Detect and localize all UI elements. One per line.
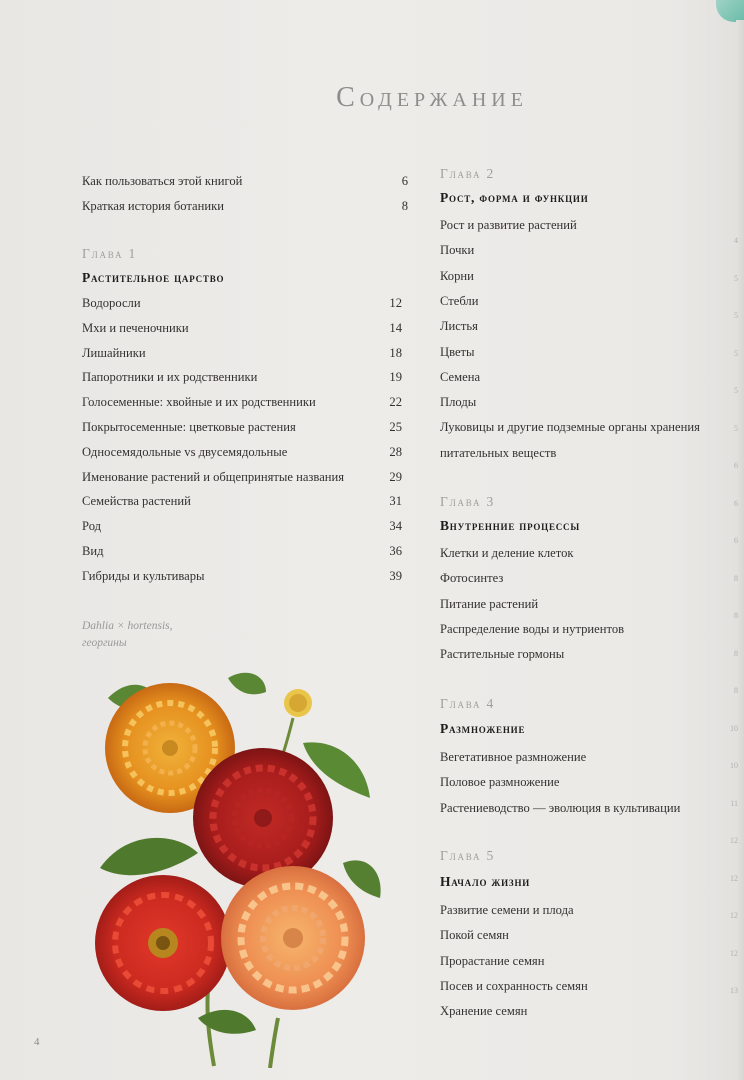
toc-entry[interactable] <box>82 196 408 216</box>
toc-entry-label: Листья <box>440 319 478 334</box>
toc-entry[interactable] <box>82 442 402 462</box>
toc-entry[interactable] <box>82 293 402 313</box>
chapter-heading: Начало жизни <box>440 874 531 889</box>
edge-number: 8 <box>734 573 738 583</box>
toc-entry[interactable] <box>440 443 730 463</box>
toc-entry-label: Гибриды и культивары <box>82 568 205 583</box>
toc-entry[interactable] <box>440 543 730 563</box>
toc-entry[interactable] <box>440 951 730 971</box>
toc-entry-page: 36 <box>389 544 402 558</box>
toc-entry-label: Половое размножение <box>440 775 560 790</box>
toc-entry[interactable] <box>82 491 402 511</box>
edge-number: 5 <box>734 348 738 358</box>
toc-entry-label: Посев и сохранность семян <box>440 978 588 993</box>
toc-entry-page: 12 <box>389 296 402 310</box>
toc-entry-label: Корни <box>440 268 474 283</box>
toc-entry[interactable] <box>82 318 402 338</box>
caption-common: георгины <box>82 637 127 649</box>
illustration-caption <box>82 618 173 652</box>
edge-number: 8 <box>734 686 738 695</box>
toc-entry-page: 6 <box>401 174 408 188</box>
toc-entry[interactable] <box>440 316 730 336</box>
toc-entry-label: Почки <box>440 243 475 258</box>
toc-entry-label: Папоротники и их родственники <box>82 370 258 385</box>
toc-entry-label: Как пользоваться этой книгой <box>82 174 243 188</box>
edge-number: 12 <box>730 911 738 920</box>
toc-entry-label: питательных веществ <box>440 445 557 460</box>
edge-number: 11 <box>730 798 738 808</box>
toc-entry-label: Плоды <box>440 395 477 410</box>
edge-number: 8 <box>734 648 738 658</box>
dahlia-illustration <box>88 658 388 1068</box>
chapter-heading: Растительное царство <box>82 270 225 285</box>
chapter-label: Глава 4 <box>440 696 496 711</box>
toc-entry[interactable] <box>440 900 730 920</box>
edge-number: 12 <box>730 836 738 845</box>
toc-entry-label: Стебли <box>440 293 479 308</box>
edge-number: 10 <box>730 723 738 733</box>
toc-entry-page: 34 <box>389 519 402 534</box>
toc-entry-label: Растительные гормоны <box>440 647 565 662</box>
toc-entry[interactable] <box>82 516 402 536</box>
toc-entry-label: Лишайники <box>82 345 146 360</box>
toc-entry[interactable] <box>440 1001 730 1021</box>
toc-entry[interactable] <box>440 291 730 311</box>
edge-number: 5 <box>734 423 738 433</box>
toc-entry-label: Хранение семян <box>440 1004 528 1019</box>
chapter-label: Глава 2 <box>440 166 496 181</box>
chapter-label: Глава 1 <box>82 246 138 261</box>
toc-entry[interactable] <box>440 240 730 260</box>
toc-entry-page: 28 <box>389 444 402 459</box>
toc-entry-page: 39 <box>389 568 402 583</box>
toc-entry[interactable] <box>82 367 402 387</box>
toc-entry[interactable] <box>440 594 730 614</box>
toc-entry[interactable] <box>82 171 408 191</box>
toc-entry-page: 25 <box>389 420 402 434</box>
edge-number: 10 <box>730 761 738 770</box>
toc-entry[interactable] <box>440 367 730 387</box>
toc-entry-page: 19 <box>389 370 402 385</box>
toc-entry[interactable] <box>440 798 730 818</box>
chapter-label: Глава 5 <box>440 848 496 863</box>
toc-entry-label: Покрытосеменные: цветковые растения <box>82 420 296 434</box>
toc-entry-label: Рост и развитие растений <box>440 218 577 232</box>
toc-entry-label: Распределение воды и нутриентов <box>440 621 625 636</box>
toc-right-column <box>440 0 730 1080</box>
toc-entry[interactable] <box>82 541 402 561</box>
toc-entry[interactable] <box>440 772 730 792</box>
toc-entry[interactable] <box>440 417 730 437</box>
toc-entry-label: Прорастание семян <box>440 953 545 968</box>
edge-number: 13 <box>730 986 738 995</box>
edge-number: 12 <box>730 873 738 883</box>
toc-entry-page: 8 <box>401 199 408 213</box>
chapter-heading: Внутренние процессы <box>440 518 580 533</box>
scarlet-dahlia <box>95 875 231 1011</box>
toc-entry[interactable] <box>82 343 402 363</box>
edge-number: 5 <box>734 386 738 395</box>
caption-latin: Dahlia × hortensis, <box>82 620 173 632</box>
toc-entry-label: Покой семян <box>440 928 509 943</box>
toc-entry[interactable] <box>82 417 402 437</box>
chapter-label: Глава 3 <box>440 494 496 509</box>
toc-entry[interactable] <box>440 568 730 588</box>
toc-entry-label: Голосеменные: хвойные и их родственники <box>82 395 316 410</box>
toc-entry-page: 31 <box>389 494 402 509</box>
toc-entry-label: Питание растений <box>440 596 539 611</box>
toc-entry[interactable] <box>440 392 730 412</box>
page-title: Содержание <box>336 82 528 113</box>
chapter-heading: Рост, форма и функции <box>440 190 589 205</box>
edge-number: 4 <box>734 236 738 245</box>
toc-entry-page: 14 <box>389 320 402 335</box>
toc-entry[interactable] <box>440 747 730 767</box>
toc-entry[interactable] <box>440 619 730 639</box>
toc-entry-label: Односемядольные vs двусемядольные <box>82 444 288 459</box>
toc-entry-label: Именование растений и общепринятые названия <box>82 469 345 484</box>
toc-entry-page: 18 <box>389 345 402 360</box>
toc-entry[interactable] <box>440 925 730 945</box>
toc-entry-label: Семена <box>440 369 481 384</box>
toc-entry[interactable] <box>82 467 402 487</box>
dark-red-dahlia <box>193 748 333 888</box>
edge-number: 5 <box>734 273 738 283</box>
toc-entry[interactable] <box>440 342 730 362</box>
toc-entry[interactable] <box>440 266 730 286</box>
toc-entry-label: Водоросли <box>82 296 141 310</box>
facing-page-numbers <box>726 0 738 1080</box>
toc-entry-label: Растениеводство — эволюция в культивации <box>440 800 681 815</box>
edge-number: 8 <box>734 611 738 620</box>
toc-entry-label: Семейства растений <box>82 494 191 509</box>
toc-entry-page: 29 <box>389 469 402 484</box>
edge-number: 6 <box>734 461 738 470</box>
edge-number: 6 <box>734 498 738 508</box>
toc-entry[interactable] <box>82 392 402 412</box>
chapter-heading: Размножение <box>440 721 526 736</box>
toc-entry[interactable] <box>440 215 730 235</box>
toc-entry-label: Род <box>82 519 102 534</box>
toc-entry-label: Луковицы и другие подземные органы хранения <box>440 420 700 435</box>
toc-entry-label: Мхи и печеночники <box>82 320 189 335</box>
toc-entry-label: Клетки и деление клеток <box>440 546 574 560</box>
toc-entry-label: Цветы <box>440 344 475 359</box>
edge-number: 12 <box>730 948 738 958</box>
toc-entry-label: Краткая история ботаники <box>82 199 224 213</box>
toc-entry[interactable] <box>82 566 402 586</box>
edge-number: 5 <box>734 311 738 320</box>
toc-entry-label: Развитие семени и плода <box>440 903 574 917</box>
toc-entry-label: Вегетативное размножение <box>440 750 587 764</box>
toc-entry-label: Вид <box>82 544 104 558</box>
toc-entry-page: 22 <box>389 395 402 410</box>
toc-entry[interactable] <box>440 644 730 664</box>
page-number: 4 <box>34 1036 40 1048</box>
toc-entry[interactable] <box>440 976 730 996</box>
edge-number: 6 <box>734 536 738 545</box>
toc-entry-label: Фотосинтез <box>440 571 504 586</box>
peach-dahlia <box>221 866 365 1010</box>
